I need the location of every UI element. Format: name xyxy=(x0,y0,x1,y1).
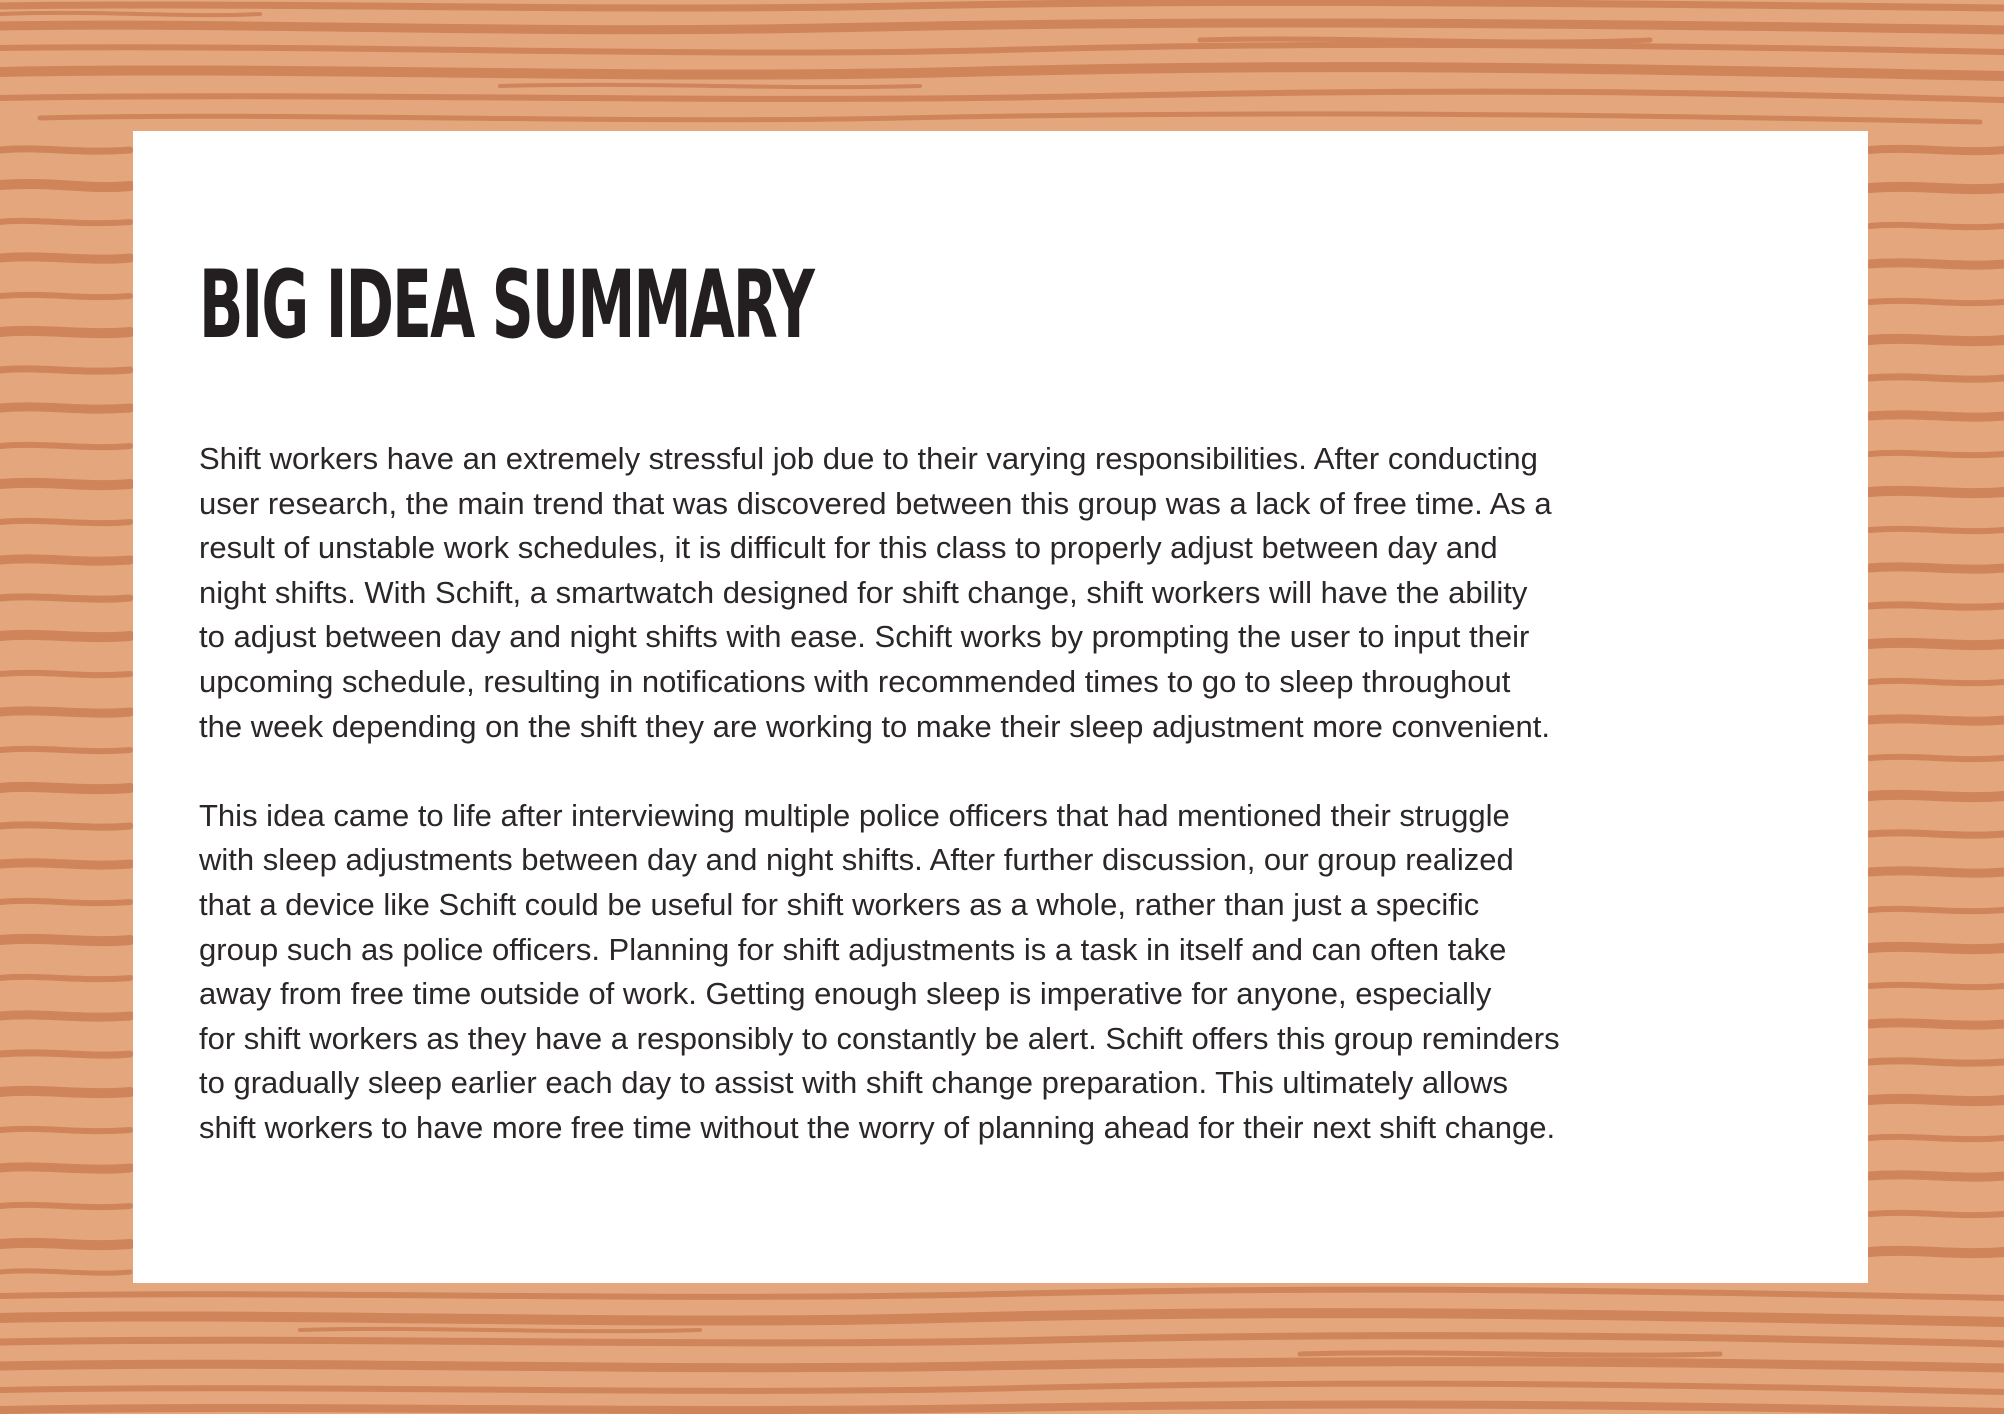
text-line: that a device like Schift could be useful for shift workers as a whole, rather than just a specific xyxy=(199,886,1480,922)
text-line: result of unstable work schedules, it is difficult for this class to properly adjust between day and xyxy=(199,530,1498,566)
text-line: to gradually sleep earlier each day to assist with shift change preparation. This ultimately allows xyxy=(199,1065,1508,1101)
text-line: group such as police officers. Planning for shift adjustments is a task in itself and can often take xyxy=(199,931,1507,967)
text-line: away from free time outside of work. Getting enough sleep is imperative for anyone, especially xyxy=(199,976,1492,1012)
text-line: for shift workers as they have a responsibly to constantly be alert. Schift offers this group reminders xyxy=(199,1020,1560,1056)
text-line: with sleep adjustments between day and night shifts. After further discussion, our group realized xyxy=(199,842,1514,878)
text-line: the week depending on the shift they are working to make their sleep adjustment more convenient. xyxy=(199,708,1551,744)
text-line: night shifts. With Schift, a smartwatch designed for shift change, shift workers will have the ability xyxy=(199,574,1528,610)
text-line: shift workers to have more free time without the worry of planning ahead for their next shift change. xyxy=(199,1109,1556,1145)
summary-paragraph-2 xyxy=(199,794,1839,1151)
page-title: BIG IDEA SUMMARY xyxy=(199,251,814,360)
summary-body xyxy=(199,437,1839,1151)
text-line: to adjust between day and night shifts with ease. Schift works by prompting the user to input their xyxy=(199,619,1530,655)
text-line: Shift workers have an extremely stressful job due to their varying responsibilities. After conducting xyxy=(199,441,1538,476)
summary-card xyxy=(133,131,1868,1283)
text-line: This idea came to life after interviewing multiple police officers that had mentioned their struggle xyxy=(199,797,1510,833)
text-line: user research, the main trend that was discovered between this group was a lack of free time. As a xyxy=(199,485,1552,521)
summary-paragraph-1 xyxy=(199,437,1839,749)
text-line: upcoming schedule, resulting in notifications with recommended times to go to sleep throughout xyxy=(199,663,1511,699)
